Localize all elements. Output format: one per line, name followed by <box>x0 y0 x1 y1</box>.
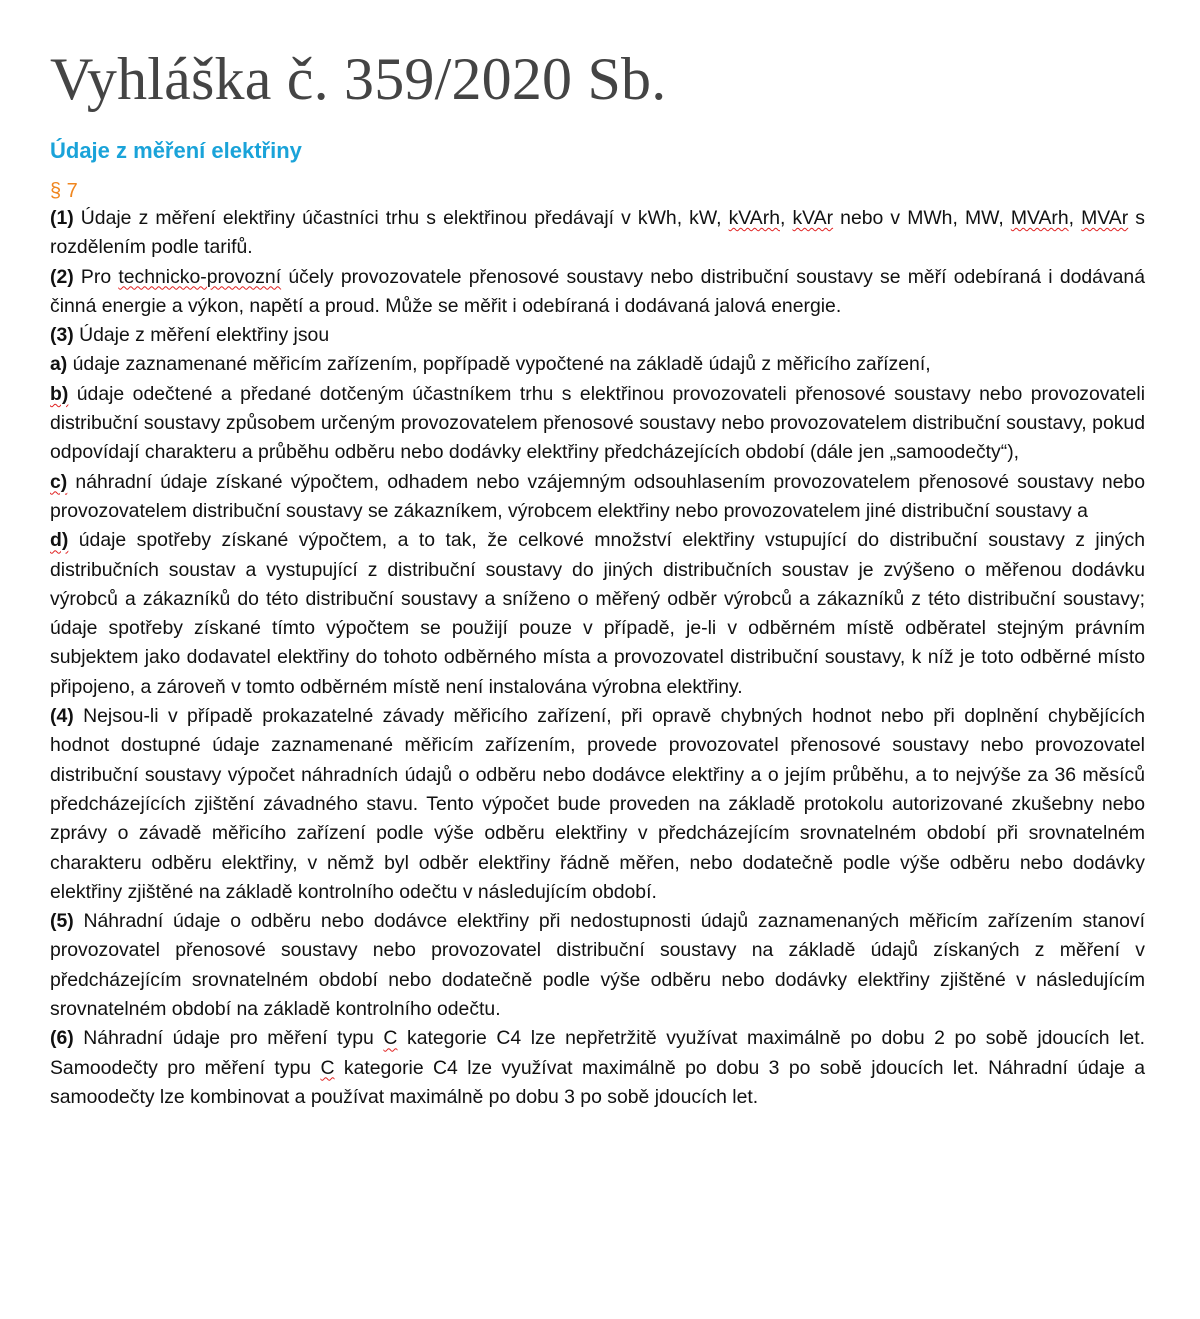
spellcheck-word: C <box>320 1056 335 1079</box>
item-text: náhradní údaje získané výpočtem, odhadem nebo vzájemným odsouhlasením provozovatelem přenosové soustavy nebo provozovatelem distribuční soustavy se zákazníkem, výrobcem elektřiny nebo provozovatelem jiné distribuční soustavy a <box>50 470 1145 522</box>
paragraph-number: (1) <box>50 207 74 229</box>
item-text: údaje spotřeby získané výpočtem, a to tak, že celkové množství elektřiny vstupující do distribuční soustavy z jiných distribučních soustav a vystupující z distribuční soustavy do jiných distribučních soustav je zvýšeno o měřenou dodávku výrobců a zákazníků do této distribuční soustavy a sníženo o měřený odběr výrobců a zákazníků z této distribuční soustavy; údaje spotřeby získané tímto výpočtem se použijí pouze v případě, je-li v odběrném místě odběratel stejným právním subjektem jako dodavatel elektřiny do tohoto odběrného místa a provozovatel distribuční soustavy, k níž je toto odběrné místo připojeno, a zároveň v tomto odběrném místě není instalována výrobna elektřiny. <box>50 529 1145 698</box>
item-b <box>50 380 1145 468</box>
item-letter: b) <box>50 382 69 405</box>
paragraph-text: , <box>779 207 793 229</box>
document <box>50 0 1145 1112</box>
section-body <box>50 204 1145 1112</box>
paragraph-5 <box>50 907 1145 1024</box>
spellcheck-word: MVArh <box>1010 207 1069 229</box>
paragraph-text: nebo v MWh, MW, <box>833 207 1011 229</box>
paragraph-text: kategorie C4 lze využívat maximálně po dobu 3 po sobě jdoucích let. Náhradní údaje a samoodečty lze kombinovat a používat maximálně po dobu 3 po sobě jdoucích let. <box>50 1056 1145 1108</box>
item-a <box>50 350 1145 379</box>
paragraph-text: Náhradní údaje pro měření typu <box>73 1027 384 1050</box>
paragraph-text: Pro <box>73 265 119 288</box>
spellcheck-word: kVAr <box>792 207 834 229</box>
paragraph-number: (4) <box>50 705 74 728</box>
page-title: Vyhláška č. 359/2020 Sb. <box>50 46 667 112</box>
paragraph-4 <box>50 702 1145 907</box>
paragraph-number: (3) <box>50 324 74 347</box>
item-letter: c) <box>50 470 68 493</box>
paragraph-6 <box>50 1024 1145 1112</box>
section-heading: Údaje z měření elektřiny <box>50 138 302 163</box>
paragraph-text: s rozdělením podle tarifů. <box>50 207 1146 259</box>
item-text: údaje odečtené a předané dotčeným účastníkem trhu s elektřinou provozovateli přenosové soustavy nebo provozovateli distribuční soustavy způsobem určeným provozovatelem přenosové soustavy nebo provozovatelem distribuční soustavy, pokud odpovídají charakteru a průběhu odběru nebo dodávky elektřiny předcházejících období (dále jen „samoodečty“), <box>50 382 1145 464</box>
paragraph-text: , <box>1068 207 1082 229</box>
item-d <box>50 526 1145 702</box>
spellcheck-word: kVArh <box>728 207 780 229</box>
paragraph-text: účely provozovatele přenosové soustavy nebo distribuční soustavy se měří odebíraná i dodávaná činná energie a výkon, napětí a proud. Může se měřit i odebíraná i dodávaná jalová energie. <box>50 265 1146 317</box>
paragraph-section-number: § 7 <box>50 180 78 202</box>
spellcheck-word: C <box>383 1027 398 1050</box>
spellcheck-word: MVAr <box>1081 207 1129 229</box>
paragraph-number: (6) <box>50 1027 74 1050</box>
paragraph-2 <box>50 263 1145 322</box>
paragraph-text: kategorie C4 lze nepřetržitě využívat maximálně po dobu 2 po sobě jdoucích let. Samoodečty pro měření typu <box>50 1027 1145 1079</box>
item-text: údaje zaznamenané měřicím zařízením, popřípadě vypočtené na základě údajů z měřicího zařízení, <box>67 353 931 376</box>
paragraph-text: Údaje z měření elektřiny jsou <box>73 324 330 347</box>
paragraph-text: Náhradní údaje o odběru nebo dodávce elektřiny při nedostupnosti údajů zaznamenaných měřicím zařízením stanoví provozovatel přenosové soustavy nebo provozovatel distribuční soustavy na základě údajů získaných z měření v předcházejícím srovnatelném období nebo dodatečně podle výše odběru nebo dodávky elektřiny zjištěné v následujícím srovnatelném období na základě kontrolního odečtu. <box>50 910 1145 1021</box>
item-letter: a) <box>50 353 68 376</box>
paragraph-1 <box>50 204 1145 263</box>
paragraph-text: Nejsou-li v případě prokazatelné závady měřicího zařízení, při opravě chybných hodnot nebo při doplnění chybějících hodnot dostupné údaje zaznamenané měřicím zařízením, provede provozovatel přenosové soustavy nebo provozovatel distribuční soustavy výpočet náhradních údajů o odběru nebo dodávce elektřiny a o jejím průběhu, a to nejvýše za 36 měsíců předcházejících zjištění závadného stavu. Tento výpočet bude proveden na základě protokolu autorizované zkušebny nebo zprávy o závadě měřicího zařízení podle výše odběru elektřiny v předcházejícím srovnatelném období při srovnatelném charakteru odběru elektřiny, v němž byl odběr elektřiny řádně měřen, nebo dodatečně podle výše odběru nebo dodávky elektřiny zjištěné na základě kontrolního odečtu v následujícím období. <box>50 705 1145 903</box>
item-c <box>50 468 1145 527</box>
paragraph-3 <box>50 321 1145 350</box>
item-letter: d) <box>50 529 69 552</box>
paragraph-text: Údaje z měření elektřiny účastníci trhu s elektřinou předávají v kWh, kW, <box>73 207 729 229</box>
paragraph-number: (2) <box>50 265 74 288</box>
spellcheck-word: technicko-provozní <box>118 265 282 288</box>
paragraph-number: (5) <box>50 910 74 933</box>
